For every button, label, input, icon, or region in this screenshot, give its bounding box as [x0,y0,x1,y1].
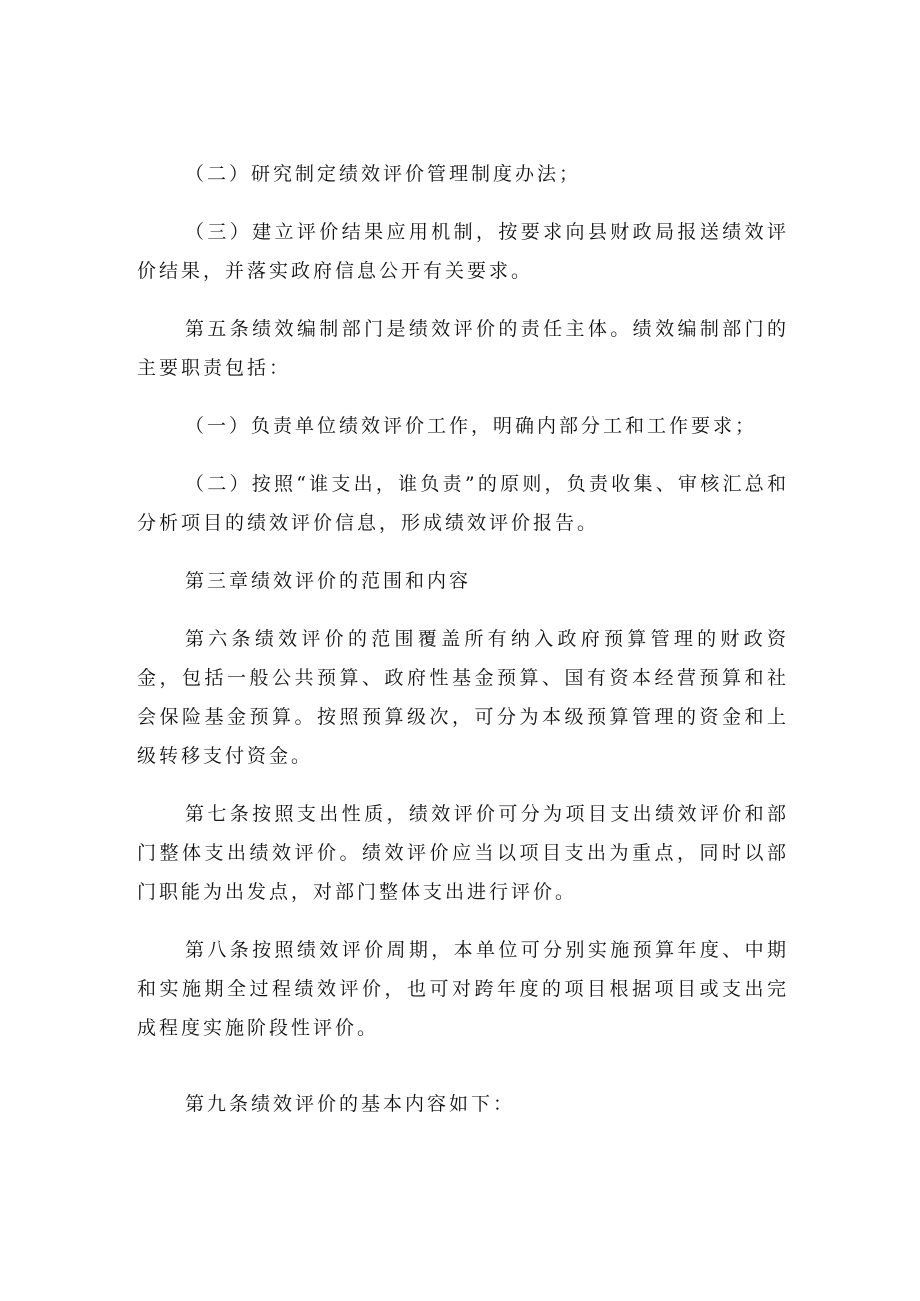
paragraph-article-7: 第七条按照支出性质，绩效评价可分为项目支出绩效评价和部门整体支出绩效评价。绩效评价应当以项目支出为重点，同时以部门职能为出发点，对部门整体支出进行评价。 [137,803,789,903]
paragraph-article-8: 第八条按照绩效评价周期，本单位可分别实施预算年度、中期和实施期全过程绩效评价，也可对跨年度的项目根据项目或支出完成程度实施阶段性评价。 [137,939,789,1039]
chapter-3-heading: 第三章绩效评价的范围和内容 [185,570,472,592]
document-body [137,155,789,1124]
paragraph-item-3-mechanism: （三）建立评价结果应用机制，按要求向县财政局报送绩效评价结果，并落实政府信息公开有关要求。 [137,221,789,282]
paragraph-article-5-item-2: （二）按照“谁支出，谁负责”的原则，负责收集、审核汇总和分析项目的绩效评价信息，形成绩效评价报告。 [137,473,789,534]
paragraph-item-2-research: （二）研究制定绩效评价管理制度办法； [185,163,582,185]
paragraph-article-6: 第六条绩效评价的范围覆盖所有纳入政府预算管理的财政资金，包括一般公共预算、政府性基金预算、国有资本经营预算和社会保险基金预算。按照预算级次，可分为本级预算管理的资金和上级转移支付资金。 [137,628,789,767]
paragraph-article-9: 第九条绩效评价的基本内容如下： [185,1093,516,1115]
paragraph-article-5: 第五条绩效编制部门是绩效评价的责任主体。绩效编制部门的主要职责包括： [137,318,789,379]
paragraph-article-5-item-1: （一）负责单位绩效评价工作，明确内部分工和工作要求； [185,415,758,437]
